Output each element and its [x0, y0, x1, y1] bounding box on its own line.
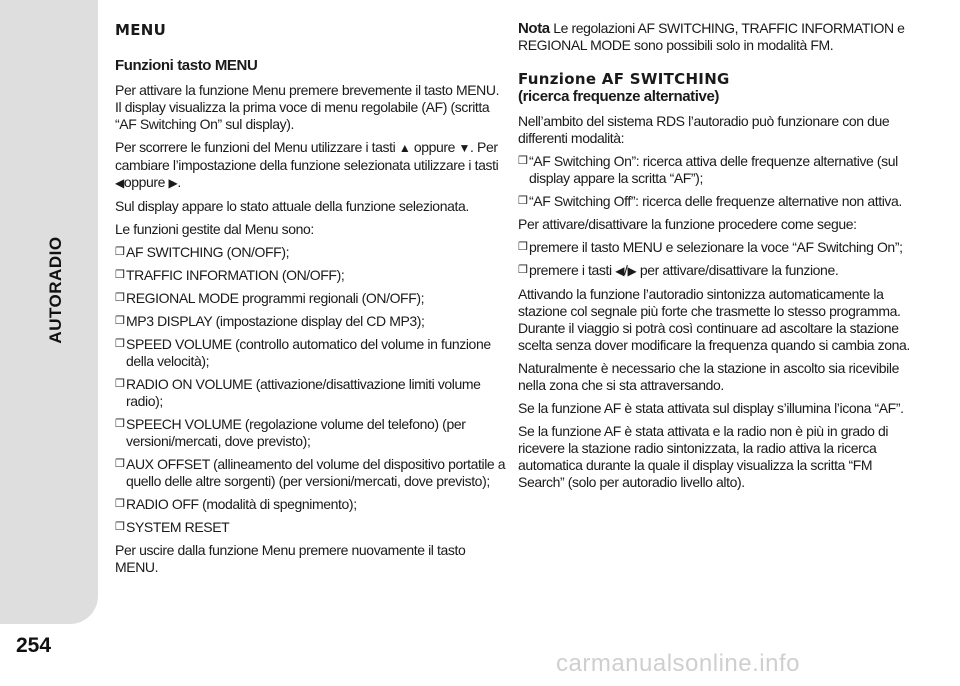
checkbox-bullet-icon: ❒ [115, 315, 125, 327]
list-item: ❒ TRAFFIC INFORMATION (ON/OFF); [115, 267, 345, 283]
left-arrow-icon: ◀ [615, 264, 625, 278]
note: Nota Le regolazioni AF SWITCHING, TRAFFIC INFORMATION e REGIONAL MODE sono possibili solo in modalità FM. [518, 20, 905, 53]
page-number: 254 [16, 634, 52, 657]
right-arrow-icon: ▶ [168, 176, 178, 190]
checkbox-bullet-icon: ❒ [518, 155, 528, 167]
list-item: ❒ AUX OFFSET (allineamento del volume del dispositivo portatile a quello delle altre sorgenti) (per versioni/mercati, dove previsto); [115, 456, 506, 489]
checkbox-bullet-icon: ❒ [115, 246, 125, 258]
list-item: ❒ premere il tasto MENU e selezionare la voce “AF Switching On”; [518, 239, 903, 255]
checkbox-bullet-icon: ❒ [115, 418, 125, 430]
paragraph: Sul display appare lo stato attuale della funzione selezionata. [115, 198, 469, 214]
list-item: ❒ REGIONAL MODE programmi regionali (ON/OFF); [115, 290, 425, 306]
right-arrow-icon: ▶ [627, 264, 637, 278]
paragraph: Nell’ambito del sistema RDS l’autoradio può funzionare con due differenti modalità: [518, 113, 890, 146]
section-title: Funzione AF SWITCHING [518, 70, 730, 88]
down-arrow-icon: ▼ [458, 141, 471, 155]
checkbox-bullet-icon: ❒ [518, 264, 528, 276]
checkbox-bullet-icon: ❒ [115, 498, 125, 510]
list-item: ❒ premere i tasti ◀/▶ per attivare/disattivare la funzione. [518, 262, 839, 278]
list-item: ❒ SYSTEM RESET [115, 519, 230, 535]
checkbox-bullet-icon: ❒ [115, 378, 125, 390]
list-item: ❒ “AF Switching On”: ricerca attiva delle frequenze alternative (sul display appare la scritta “AF”); [518, 153, 898, 186]
list-item: ❒ “AF Switching Off”: ricerca delle frequenze alternative non attiva. [518, 193, 902, 209]
paragraph: Per uscire dalla funzione Menu premere nuovamente il tasto MENU. [115, 542, 466, 575]
right-column [518, 20, 918, 497]
list-item: ❒ RADIO ON VOLUME (attivazione/disattivazione limiti volume radio); [115, 376, 481, 409]
up-arrow-icon: ▲ [398, 141, 411, 155]
left-arrow-icon: ◀ [115, 176, 124, 190]
section-label: AUTORADIO [46, 236, 65, 344]
paragraph: Per attivare la funzione Menu premere brevemente il tasto MENU. Il display visualizza la prima voce di menu regolabile (AF) (scritta “AF Switching On” sul display). [115, 82, 500, 132]
paragraph: Se la funzione AF è stata attivata e la radio non è più in grado di ricevere la stazione radio sintonizzata, la radio attiva la ricerca automatica durante la quale il display visualizza la scritta “FM Search” (solo per autoradio livello alto). [518, 423, 889, 490]
paragraph: Attivando la funzione l’autoradio sintonizza automaticamente la stazione col segnale più forte che trasmette lo stesso programma. Durante il viaggio si potrà così continuare ad ascoltare la stazione scelta senza dover modificare la frequenza quando si cambia zona. [518, 286, 910, 353]
list-item: ❒ AF SWITCHING (ON/OFF); [115, 244, 290, 260]
section-title: MENU [115, 21, 167, 39]
note-label: Nota [518, 20, 550, 37]
paragraph: Naturalmente è necessario che la stazione in ascolto sia ricevibile nella zona che si sta attraversando. [518, 360, 899, 393]
checkbox-bullet-icon: ❒ [518, 195, 528, 207]
paragraph: Per attivare/disattivare la funzione procedere come segue: [518, 216, 857, 232]
left-column [115, 20, 507, 582]
list-item: ❒ RADIO OFF (modalità di spegnimento); [115, 496, 357, 512]
paragraph: Le funzioni gestite dal Menu sono: [115, 221, 314, 237]
list-item: ❒ SPEECH VOLUME (regolazione volume del telefono) (per versioni/mercati, dove previsto); [115, 416, 466, 449]
list-item: ❒ MP3 DISPLAY (impostazione display del CD MP3); [115, 313, 425, 329]
checkbox-bullet-icon: ❒ [115, 292, 125, 304]
watermark: carmanualsonline.info [556, 650, 800, 677]
checkbox-bullet-icon: ❒ [115, 458, 125, 470]
checkbox-bullet-icon: ❒ [115, 269, 125, 281]
paragraph: Se la funzione AF è stata attivata sul display s’illumina l’icona “AF”. [518, 400, 904, 416]
checkbox-bullet-icon: ❒ [115, 521, 125, 533]
section-subtitle: Funzioni tasto MENU [115, 57, 258, 74]
section-subtitle: (ricerca frequenze alternative) [518, 88, 720, 105]
checkbox-bullet-icon: ❒ [115, 338, 125, 350]
list-item: ❒ SPEED VOLUME (controllo automatico del volume in funzione della velocità); [115, 336, 491, 369]
paragraph: Per scorrere le funzioni del Menu utilizzare i tasti ▲ oppure ▼. Per cambiare l’impostazione della funzione selezionata utilizzare i tasti ◀oppure ▶. [115, 139, 499, 190]
checkbox-bullet-icon: ❒ [518, 241, 528, 253]
